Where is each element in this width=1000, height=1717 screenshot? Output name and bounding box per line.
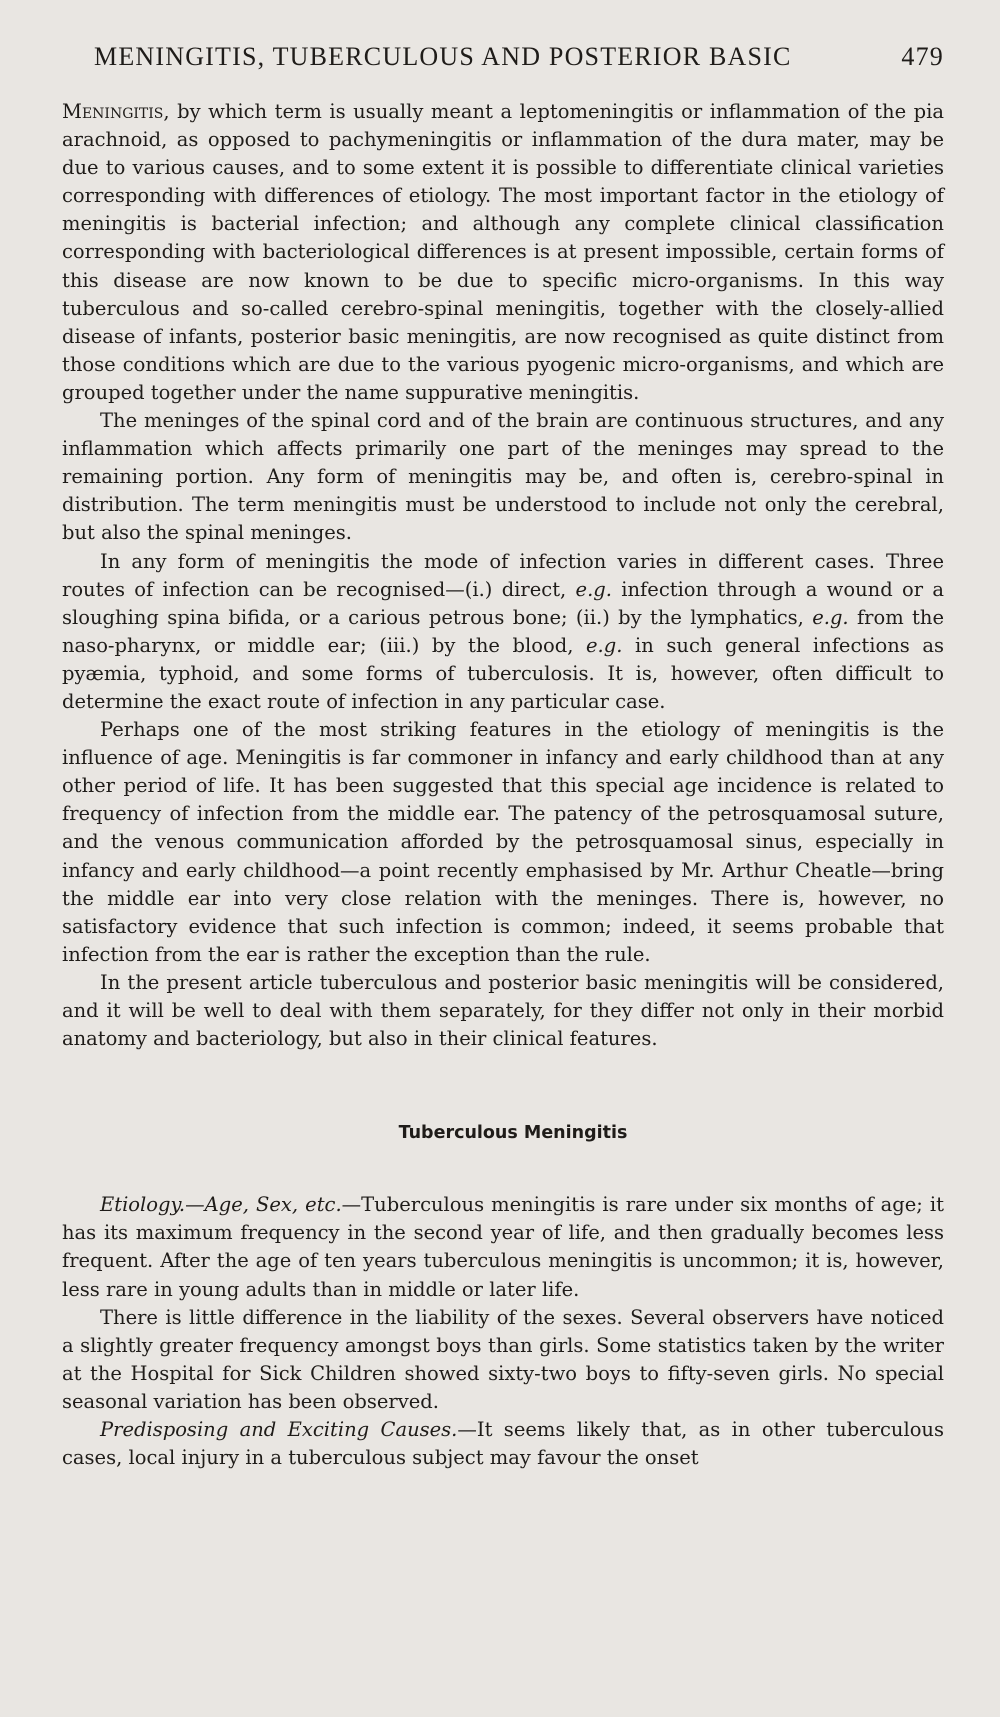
paragraph-intro-4: Perhaps one of the most striking features in the etiology of meningitis is the influence of age. Meningitis is far commoner in infancy and early childhood than at any other period of life. It has been suggested that this special age incidence is related to frequency of infection from the middle ear. The patency of the petrosquamosal suture, and the venous communication afforded by the petrosquamosal sinus, especially in infancy and early childhood—a point recently emphasised by Mr. Arthur Cheatle—bring the middle ear into very close relation with the meninges. There is, however, no satisfactory evidence that such infection is common; indeed, it seems probable that infection from the ear is rather the exception than the rule. <box>62 718 944 966</box>
lead-word: Meningitis <box>62 100 164 123</box>
italic-eg: e.g. <box>575 577 612 601</box>
paragraph-causes <box>62 1416 944 1472</box>
paragraph-intro-1 <box>62 98 944 407</box>
text-run: infection through a wound or a sloughing spina bifida, or a carious petrous bone; (ii.) by the lymphatics, <box>62 577 944 629</box>
text-run: from the naso-pharynx, or middle ear; (iii.) by the blood, <box>62 605 944 657</box>
label-etiology: Etiology. <box>100 1193 186 1217</box>
italic-eg: e.g. <box>812 605 849 629</box>
page-number: 479 <box>901 42 944 71</box>
running-head <box>62 42 944 84</box>
text-run: in such general infections as pyæmia, typhoid, and some forms of tuberculosis. It is, however, often difficult to determine the exact route of infection in any particular case. <box>62 633 944 713</box>
paragraph-etiology-text: —Tuberculous meningitis is rare under six months of age; it has its maximum frequency in the second year of life, and then gradually becomes less frequent. After the age of ten years tuberculous meningitis is uncommon; it is, however, less rare in young adults than in middle or later life. <box>62 1193 944 1301</box>
paragraph-etiology <box>62 1191 944 1303</box>
paragraph-sexes: There is little difference in the liability of the sexes. Several observers have noticed a slightly greater frequency amongst boys than girls. Some statistics taken by the writer at the Hospital for Sick Children showed sixty-two boys to fifty-seven girls. No special seasonal variation has been observed. <box>62 1305 944 1413</box>
paragraph-intro-3 <box>62 548 944 717</box>
section-heading: Tuberculous Meningitis <box>398 1123 628 1144</box>
dash: — <box>185 1193 205 1217</box>
running-title: MENINGITIS, TUBERCULOUS AND POSTERIOR BASIC <box>94 42 792 71</box>
paragraph-intro-2: The meninges of the spinal cord and of the brain are continuous structures, and any inflammation which affects primarily one part of the meninges may spread to the remaining portion. Any form of meningitis may be, and often is, cerebro-spinal in distribution. The term meningitis must be understood to include not only the cerebral, but also the spinal meninges. <box>62 409 944 545</box>
body-text <box>62 98 944 1472</box>
paragraph-intro-5: In the present article tuberculous and posterior basic meningitis will be considered, and it will be well to deal with them separately, for they differ not only in their morbid anatomy and bacteriology, but also in their clinical features. <box>62 970 944 1051</box>
label-age-sex: Age, Sex, etc. <box>204 1193 342 1217</box>
italic-eg: e.g. <box>586 633 623 657</box>
paragraph-intro-1-text: , by which term is usually meant a leptomeningitis or inflammation of the pia arachnoid, as opposed to pachymeningitis or inflammation of the dura mater, may be due to various causes, and to some extent it is possible to differentiate clinical varieties corresponding with differences of etiology. The most important factor in the etiology of meningitis is bacterial infection; and although any complete clinical classification corresponding with bacteriological differences is at present impossible, certain forms of this disease are now known to be due to specific micro-organisms. In this way tuberculous and so-called cerebro-spinal meningitis, together with the closely-allied disease of infants, posterior basic meningitis, are now recognised as quite distinct from those conditions which are due to the various pyogenic micro-organisms, and which are grouped together under the name suppurative meningitis. <box>62 100 944 404</box>
paragraph-causes-text: —It seems likely that, as in other tuberculous cases, local injury in a tuberculous subject may favour the onset <box>62 1418 944 1470</box>
text-run: In any form of meningitis the mode of infection varies in different cases. Three routes of infection can be recognised—(i.) direct, <box>62 549 944 601</box>
label-causes: Predisposing and Exciting Causes. <box>100 1418 458 1442</box>
